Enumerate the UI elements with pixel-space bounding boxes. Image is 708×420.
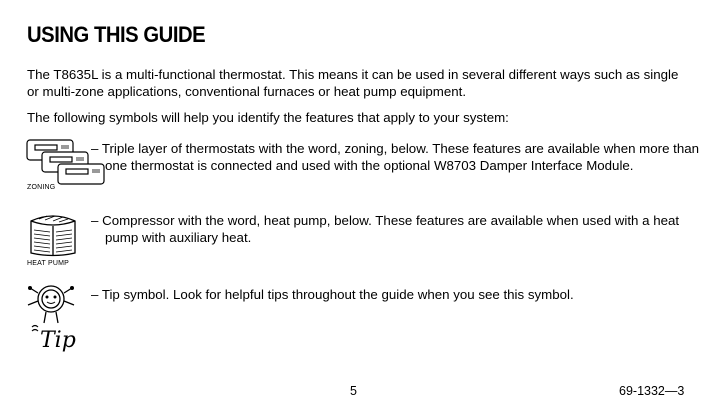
tip-icon-text: Tip [40, 328, 76, 353]
document-number: 69-1332—3 [619, 384, 685, 398]
symbols-intro-paragraph: The following symbols will help you identify the features that apply to your system: [27, 110, 509, 125]
tip-icon [24, 283, 94, 355]
zoning-description: – Triple layer of thermostats with the word, zoning, below. These features are available when more than one thermostat is connected and used with the optional W8703 Damper Interface Module. [91, 141, 700, 173]
heat-pump-icon [25, 211, 81, 259]
heat-pump-description: – Compressor with the word, heat pump, below. These features are available when used with a heat pump with auxiliary heat. [91, 213, 680, 245]
heat-pump-label: HEAT PUMP [27, 260, 69, 267]
intro-paragraph: The T8635L is a multi-functional thermostat. This means it can be used in several different ways such as single or multi-zone applications, conventional furnaces or heat pump equipment. [27, 67, 679, 99]
page-number: 5 [350, 384, 357, 398]
tip-description: – Tip symbol. Look for helpful tips throughout the guide when you see this symbol. [91, 287, 574, 302]
page-title: USING THIS GUIDE [27, 22, 206, 47]
zoning-label: ZONING [27, 184, 56, 191]
